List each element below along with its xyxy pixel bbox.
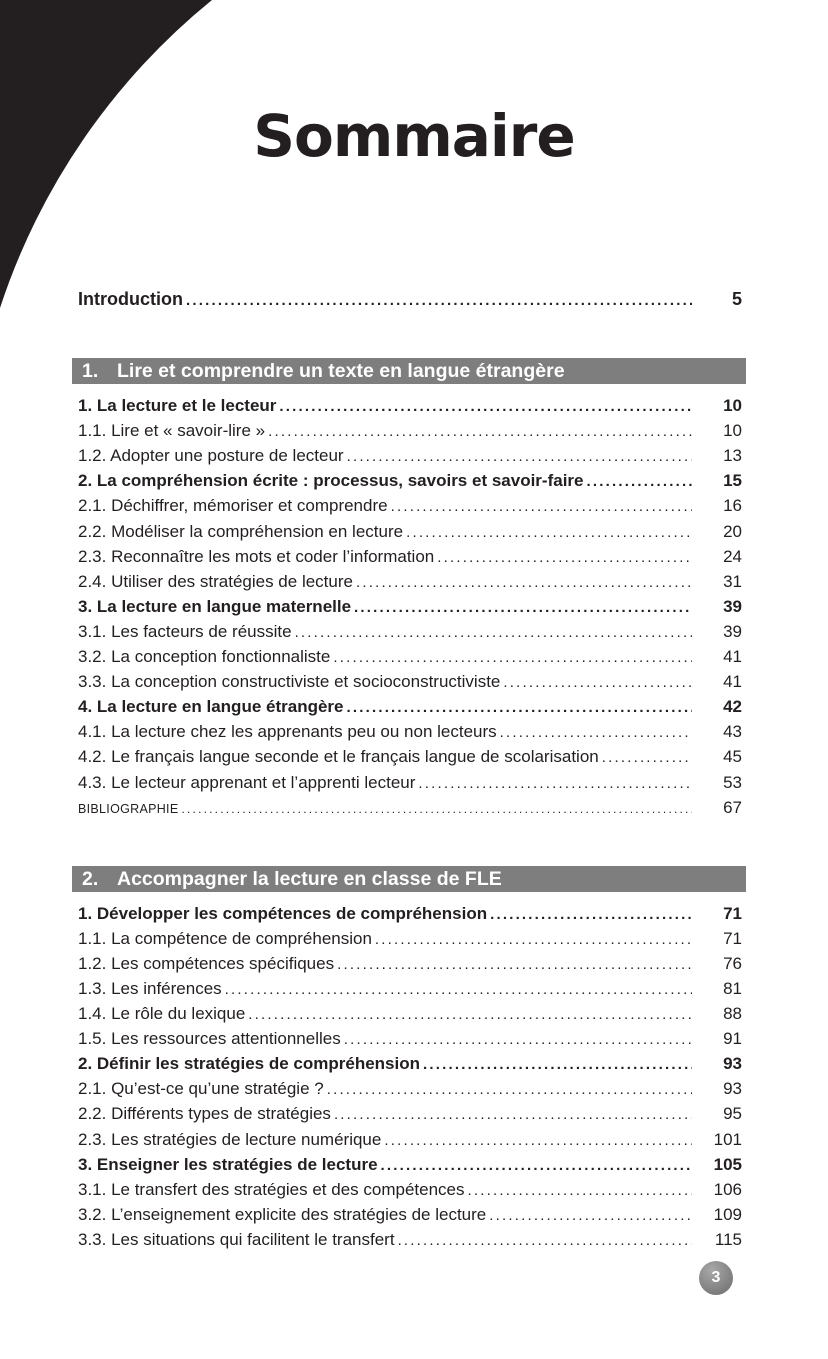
toc-entry-label: 3.1. Le transfert des stratégies et des compétences bbox=[78, 1179, 465, 1199]
toc-entry bbox=[78, 1152, 742, 1177]
dot-leader bbox=[356, 569, 692, 595]
toc-content bbox=[78, 287, 742, 1252]
toc-entry bbox=[78, 544, 742, 569]
toc-entry bbox=[78, 1051, 742, 1076]
dot-leader bbox=[586, 468, 692, 494]
toc-entry-label: 1.1. Lire et « savoir-lire » bbox=[78, 421, 266, 441]
dot-leader bbox=[346, 694, 692, 720]
toc-entry-page: 67 bbox=[723, 797, 742, 817]
toc-entry-page: 15 bbox=[723, 471, 742, 491]
section-number: 2. bbox=[82, 867, 99, 890]
toc-entry-label: 1.1. La compétence de compréhension bbox=[78, 928, 372, 948]
dot-leader bbox=[418, 770, 692, 796]
toc-entry-label: 1.2. Adopter une posture de lecteur bbox=[78, 446, 344, 466]
toc-entry-page: 101 bbox=[713, 1129, 742, 1149]
toc-entry bbox=[78, 443, 742, 468]
toc-entry-label: 2.3. Reconnaître les mots et coder l’information bbox=[78, 546, 435, 566]
section-1-header bbox=[72, 358, 746, 384]
toc-entry-label: 3.2. L’enseignement explicite des stratégies de lecture bbox=[78, 1204, 487, 1224]
toc-entry bbox=[78, 468, 742, 493]
toc-entry-page: 105 bbox=[713, 1154, 742, 1174]
toc-entry-label: 1.4. Le rôle du lexique bbox=[78, 1004, 246, 1024]
toc-entry-page: 13 bbox=[723, 446, 742, 466]
dot-leader bbox=[381, 1152, 692, 1178]
intro-label: Introduction bbox=[78, 289, 183, 309]
toc-entry bbox=[78, 569, 742, 594]
toc-entry bbox=[78, 594, 742, 619]
toc-entry bbox=[78, 418, 742, 443]
toc-entry-page: 16 bbox=[723, 496, 742, 516]
toc-entry-page: 71 bbox=[723, 928, 742, 948]
toc-entry bbox=[78, 493, 742, 518]
toc-entry-page: 76 bbox=[723, 953, 742, 973]
toc-entry-label: 2.4. Utiliser des stratégies de lecture bbox=[78, 571, 353, 591]
toc-entry bbox=[78, 1177, 742, 1202]
toc-entry-page: 88 bbox=[723, 1004, 742, 1024]
section-title: Lire et comprendre un texte en langue étrangère bbox=[117, 360, 565, 383]
toc-entry-label: 3. La lecture en langue maternelle bbox=[78, 596, 352, 616]
toc-entry-page: 42 bbox=[723, 697, 742, 717]
toc-entry-label: 1. Développer les compétences de compréhension bbox=[78, 903, 488, 923]
dot-leader bbox=[337, 951, 692, 977]
toc-entry-label: BIBLIOGRAPHIE bbox=[78, 801, 179, 816]
toc-entry bbox=[78, 1076, 742, 1101]
dot-leader bbox=[186, 287, 692, 313]
dot-leader bbox=[268, 418, 692, 444]
dot-leader bbox=[398, 1227, 692, 1253]
intro-entry bbox=[78, 287, 742, 312]
dot-leader bbox=[503, 669, 692, 695]
toc-entry bbox=[78, 926, 742, 951]
toc-entry-label: 2. Définir les stratégies de compréhension bbox=[78, 1054, 421, 1074]
dot-leader bbox=[437, 544, 692, 570]
dot-leader bbox=[423, 1051, 692, 1077]
toc-entry bbox=[78, 1001, 742, 1026]
toc-entry-page: 41 bbox=[723, 672, 742, 692]
toc-entry-page: 115 bbox=[714, 1229, 742, 1249]
dot-leader bbox=[225, 976, 692, 1002]
dot-leader bbox=[500, 719, 692, 745]
toc-entry-label: 4.3. Le lecteur apprenant et l’apprenti lecteur bbox=[78, 772, 416, 792]
toc-entry-label: 4.1. La lecture chez les apprenants peu ou non lecteurs bbox=[78, 722, 497, 742]
dot-leader bbox=[334, 1101, 692, 1127]
dot-leader bbox=[375, 926, 692, 952]
toc-entry bbox=[78, 1127, 742, 1152]
toc-entry-page: 71 bbox=[723, 903, 742, 923]
toc-entry-label: 2.2. Différents types de stratégies bbox=[78, 1104, 331, 1124]
toc-entry bbox=[78, 669, 742, 694]
section-2-header bbox=[72, 866, 746, 892]
toc-entry-page: 45 bbox=[723, 747, 742, 767]
toc-entry bbox=[78, 694, 742, 719]
toc-entry-page: 10 bbox=[723, 421, 742, 441]
toc-entry-label: 4. La lecture en langue étrangère bbox=[78, 697, 344, 717]
toc-entry-page: 53 bbox=[723, 772, 742, 792]
section-number: 1. bbox=[82, 360, 99, 383]
dot-leader bbox=[333, 644, 692, 670]
dot-leader bbox=[490, 901, 692, 927]
page-number: 3 bbox=[711, 1269, 721, 1286]
toc-entry-page: 43 bbox=[723, 722, 742, 742]
dot-leader bbox=[384, 1127, 692, 1153]
toc-entry-page: 95 bbox=[723, 1104, 742, 1124]
toc-entry bbox=[78, 770, 742, 795]
toc-entry-page: 39 bbox=[723, 596, 742, 616]
toc-entry bbox=[78, 519, 742, 544]
toc-entry bbox=[78, 951, 742, 976]
dot-leader bbox=[347, 443, 692, 469]
toc-entry bbox=[78, 1227, 742, 1252]
toc-entry bbox=[78, 719, 742, 744]
dot-leader bbox=[295, 619, 692, 645]
toc-entry-page: 106 bbox=[713, 1179, 742, 1199]
dot-leader bbox=[602, 744, 692, 770]
section-1 bbox=[78, 358, 742, 820]
toc-entry-page: 81 bbox=[723, 978, 742, 998]
toc-entry-label: 3.2. La conception fonctionnaliste bbox=[78, 647, 331, 667]
dot-leader bbox=[344, 1026, 692, 1052]
toc-entry-label: 1.3. Les inférences bbox=[78, 978, 222, 998]
dot-leader bbox=[406, 519, 692, 545]
toc-entry-page: 109 bbox=[713, 1204, 742, 1224]
toc-entry bbox=[78, 644, 742, 669]
toc-entry-page: 93 bbox=[723, 1079, 742, 1099]
dot-leader bbox=[181, 795, 692, 822]
dot-leader bbox=[327, 1076, 692, 1102]
toc-entry bbox=[78, 901, 742, 926]
toc-entry-page: 39 bbox=[723, 621, 742, 641]
toc-entry-page: 20 bbox=[723, 521, 742, 541]
toc-entry-page: 10 bbox=[723, 396, 742, 416]
section-entries bbox=[78, 393, 742, 820]
toc-entry bbox=[78, 795, 742, 820]
dot-leader bbox=[279, 393, 692, 419]
toc-entry-label: 3.3. La conception constructiviste et socioconstructiviste bbox=[78, 672, 501, 692]
section-2 bbox=[78, 866, 742, 1252]
dot-leader bbox=[354, 594, 692, 620]
dot-leader bbox=[248, 1001, 692, 1027]
toc-entry-page: 24 bbox=[723, 546, 742, 566]
dot-leader bbox=[468, 1177, 693, 1203]
intro-page: 5 bbox=[731, 289, 742, 309]
toc-entry-label: 2.2. Modéliser la compréhension en lecture bbox=[78, 521, 404, 541]
toc-entry-label: 3.1. Les facteurs de réussite bbox=[78, 621, 292, 641]
toc-entry-label: 1. La lecture et le lecteur bbox=[78, 396, 277, 416]
toc-entry-label: 1.5. Les ressources attentionnelles bbox=[78, 1029, 341, 1049]
toc-entry-label: 1.2. Les compétences spécifiques bbox=[78, 953, 335, 973]
page-number-badge bbox=[699, 1261, 733, 1295]
toc-entry-label: 2.3. Les stratégies de lecture numérique bbox=[78, 1129, 382, 1149]
toc-entry-label: 2.1. Qu’est-ce qu’une stratégie ? bbox=[78, 1079, 324, 1099]
toc-entry-page: 91 bbox=[723, 1029, 742, 1049]
section-title: Accompagner la lecture en classe de FLE bbox=[117, 867, 502, 890]
dot-leader bbox=[489, 1202, 692, 1228]
toc-entry-page: 31 bbox=[723, 571, 742, 591]
toc-entry bbox=[78, 393, 742, 418]
toc-entry-label: 3.3. Les situations qui facilitent le transfert bbox=[78, 1229, 395, 1249]
dot-leader bbox=[391, 493, 692, 519]
toc-entry bbox=[78, 976, 742, 1001]
toc-entry-label: 3. Enseigner les stratégies de lecture bbox=[78, 1154, 378, 1174]
toc-entry-page: 93 bbox=[723, 1054, 742, 1074]
toc-entry-label: 2.1. Déchiffrer, mémoriser et comprendre bbox=[78, 496, 388, 516]
toc-entry bbox=[78, 1026, 742, 1051]
toc-entry bbox=[78, 744, 742, 769]
toc-entry-label: 2. La compréhension écrite : processus, savoirs et savoir-faire bbox=[78, 471, 584, 491]
toc-entry-label: 4.2. Le français langue seconde et le français langue de scolarisation bbox=[78, 747, 599, 767]
toc-entry bbox=[78, 1101, 742, 1126]
toc-entry bbox=[78, 1202, 742, 1227]
toc-entry-page: 41 bbox=[723, 647, 742, 667]
section-entries bbox=[78, 901, 742, 1252]
toc-entry bbox=[78, 619, 742, 644]
page-title: Sommaire bbox=[253, 102, 575, 170]
